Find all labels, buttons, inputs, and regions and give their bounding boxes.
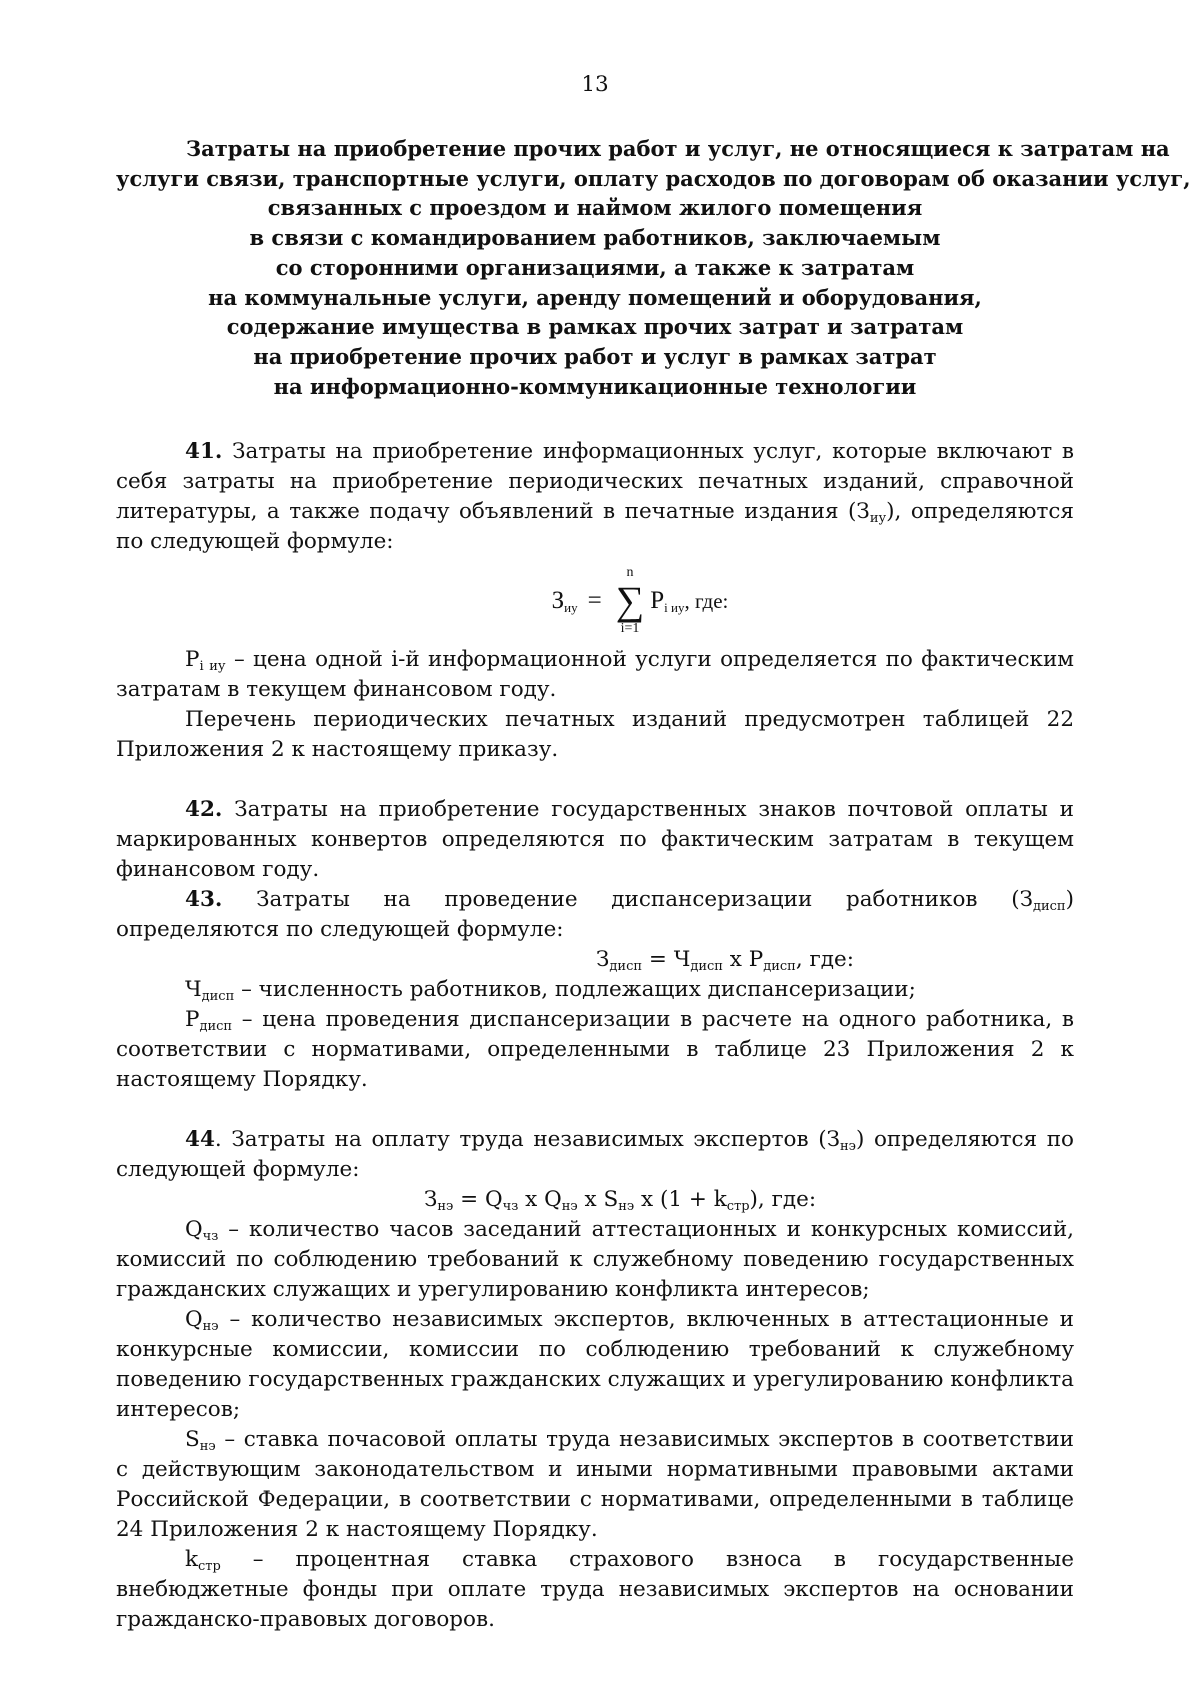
page-number: 13 [581, 72, 609, 97]
paragraph-44 [116, 1125, 1074, 1185]
definition-q-chz [116, 1215, 1074, 1305]
paragraph-text: – цена одной i-й информационной услуги определяется по фактическим затратам в текущем финансовом году. [116, 647, 1075, 703]
formula-symbol: З [551, 587, 565, 615]
paragraph-43 [116, 885, 1074, 945]
section-heading [116, 134, 1191, 401]
definition-k-str [116, 1545, 1074, 1635]
sigma-symbol: ∑ [615, 578, 645, 624]
heading-line: в связи с командированием работников, заключаемым [249, 225, 941, 251]
definition-ch-disp [116, 975, 1074, 1005]
formula-symbol: Q [185, 1217, 203, 1243]
formula-tail: ), где: [749, 1187, 817, 1213]
subscript: дисп [609, 959, 643, 975]
heading-line: на коммунальные услуги, аренду помещений и оборудования, [208, 284, 982, 310]
subscript: стр [198, 1559, 221, 1575]
clause-number: 41. [185, 439, 223, 465]
formula-symbol: P [185, 1007, 200, 1033]
heading-line: содержание имущества в рамках прочих затрат и затратам [226, 314, 964, 340]
paragraph-text: Затраты на приобретение государственных знаков почтовой оплаты и маркированных конвертов определяются по фактическим затратам в текущем финансовом году. [116, 797, 1074, 883]
paragraph-text: – процентная ставка страхового взноса в государственные внебюджетные фонды при оплате труда независимых экспертов на основании гражданско-правовых договоров. [116, 1547, 1074, 1633]
definition-p-i [116, 645, 1074, 705]
clause-number: 44 [185, 1127, 215, 1153]
summation-sign [616, 565, 645, 637]
heading-line: на информационно-коммуникационные технологии [273, 373, 917, 399]
formula-symbol: x P [722, 947, 764, 973]
paragraph-text: ) определяются по следующей формуле: [116, 1127, 1074, 1183]
paragraph-42 [116, 795, 1074, 885]
paragraph-text: – цена проведения диспансеризации в расчете на одного работника, в соответствии с нормативами, определенными в таблице 23 Приложения 2 к настоящему Порядку. [116, 1007, 1074, 1093]
subscript: дисп [1032, 899, 1066, 915]
formula-tail: , где: [684, 589, 729, 614]
formula-symbol: x (1 + k [634, 1187, 727, 1213]
clause-number: 42. [185, 797, 223, 823]
formula-symbol: P [185, 647, 200, 673]
formula-symbol: З [423, 1187, 438, 1213]
paragraph-text: – ставка почасовой оплаты труда независимых экспертов в соответствии с действующим законодательством и иными нормативными правовыми актами Российской Федерации, в соответствии с нормативами, определенными в таблице 24 Приложения 2 к настоящему Порядку. [116, 1427, 1074, 1543]
subscript: нэ [839, 1139, 856, 1155]
formula-symbol: P [650, 587, 665, 615]
formula-tail: , где: [795, 947, 854, 973]
paragraph-text: ) определяются по следующей формуле: [116, 887, 1074, 943]
formula-symbol: S [185, 1427, 200, 1453]
subscript: i иу [664, 600, 685, 616]
subscript: стр [726, 1199, 750, 1215]
sum-upper-limit: n [626, 565, 634, 581]
paragraph-text: – количество независимых экспертов, включенных в аттестационные и конкурсные комиссии, комиссии по соблюдению требований к служебному поведению государственных гражданских служащих и урегулированию конфликта интересов; [116, 1307, 1074, 1423]
subscript: нэ [437, 1199, 454, 1215]
heading-line: услуги связи, транспортные услуги, оплату расходов по договорам об оказании услуг, [116, 165, 1191, 191]
subscript: иу [869, 511, 887, 527]
paragraph-text: – численность работников, подлежащих диспансеризации; [234, 977, 916, 1003]
clause-number: 43. [185, 887, 223, 913]
formula-equals: = [587, 587, 602, 615]
formula-symbol: = Q [453, 1187, 503, 1213]
subscript: чз [202, 1229, 219, 1245]
heading-line: со сторонними организациями, а также к затратам [275, 254, 915, 280]
formula-41 [116, 557, 1074, 645]
subscript: нэ [561, 1199, 578, 1215]
subscript: дисп [201, 989, 235, 1005]
paragraph-text: Затраты на приобретение информационных услуг, которые включают в себя затраты на приобретение периодических печатных изданий, справочной литературы, а также подачу объявлений в печатные издания (З [116, 439, 1074, 525]
subscript: чз [502, 1199, 519, 1215]
formula-lhs [552, 586, 578, 616]
subscript: нэ [618, 1199, 635, 1215]
definition-s-ne [116, 1425, 1074, 1545]
subscript: дисп [763, 959, 796, 975]
heading-line: Затраты на приобретение прочих работ и услуг, не относящиеся к затратам на [186, 136, 1170, 161]
formula-term [650, 586, 684, 616]
subscript: дисп [199, 1019, 233, 1035]
formula-symbol: x Q [518, 1187, 562, 1213]
heading-line: связанных с проездом и наймом жилого помещения [267, 195, 923, 221]
formula-symbol: x S [577, 1187, 619, 1213]
paragraph-41 [116, 437, 1074, 557]
definition-p-disp [116, 1005, 1074, 1095]
paragraph-text: Затраты на проведение диспансеризации работников (З [222, 887, 1033, 913]
paragraph-text: . Затраты на оплату труда независимых экспертов (З [214, 1127, 840, 1153]
subscript: i иу [199, 659, 226, 675]
subscript: дисп [690, 959, 723, 975]
formula-symbol: k [185, 1547, 199, 1573]
definition-q-ne [116, 1305, 1074, 1425]
formula-symbol: Q [185, 1307, 203, 1333]
formula-symbol: = Ч [642, 947, 691, 973]
subscript: нэ [199, 1439, 216, 1455]
sum-lower-limit: i=1 [620, 621, 640, 637]
formula-symbol: Ч [185, 977, 202, 1003]
heading-line: на приобретение прочих работ и услуг в рамках затрат [253, 343, 937, 369]
subscript: иу [564, 600, 578, 616]
paragraph-text: – количество часов заседаний аттестационных и конкурсных комиссий, комиссий по соблюдению требований к служебному поведению государственных гражданских служащих и урегулированию конфликта интересов; [116, 1217, 1074, 1303]
formula-symbol: З [596, 947, 610, 973]
paragraph-text: ), определяются по следующей формуле: [116, 499, 1074, 555]
subscript: нэ [202, 1319, 219, 1335]
formula-43 [116, 945, 1074, 975]
paragraph-list-reference: Перечень периодических печатных изданий предусмотрен таблицей 22 Приложения 2 к настоящему приказу. [116, 707, 1074, 763]
formula-44 [116, 1185, 1074, 1215]
